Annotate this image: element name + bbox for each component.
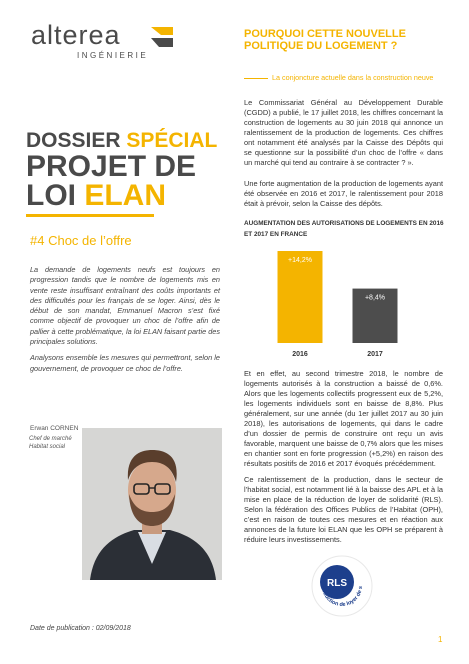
title-loi: LOI [26,179,85,212]
issue-subtitle: #4 Choc de l’offre [30,233,132,248]
paragraph-text: Ce ralentissement de la production, dans le secteur de l’habitat social, est notamment lié à la baisse des APL et à la mise en place de la réduction de loyer de solidarité (RLS). Selon la fédération des Offices Publics de l’Habitat (OPH), c’est en raison de toutes ces mesures et en réaction aux annonces de la future loi ELAN que les OPH se préparent à réduire leurs investissements. [244,475,443,544]
paragraph-trimestre [244,369,443,469]
subheading-rule [244,78,268,79]
paragraph-habitat-social [244,475,443,545]
paragraph-text: Et en effet, au second trimestre 2018, le nombre de logements autorisés à la construction a baissé de 0,6%. Alors que les logements collectifs progressent eux de 5,2%, les logements individuels sont en baisse de 8,8%. Plus généralement, sur une année (du 1er juillet 2017 au 30 juin 2018), les autorisations de logements, qui dans le cadre d’un dossier de permis de construire ont reçu un avis favorable, marquent une baisse de 0,7% alors que les mises en chantier sont en forte progression (+5,2%) en raison des résultats positifs de 2016 et 2017 évoqués précédemment. [244,369,443,468]
title-dossier: DOSSIER [26,129,127,152]
title-divider [26,214,154,217]
brand-wordmark: alterea [31,20,121,50]
brand-logo-icon [151,25,173,49]
section-subheading [244,73,444,83]
rls-badge-text: RLS [327,578,347,589]
bar-2016 [278,251,323,343]
x-tick-label: 2017 [367,351,383,358]
intro-paragraph: Analysons ensemble les mesures qui permettront, selon le gouvernement, de provoquer ce choc de l’offre. [30,353,220,373]
paragraph-cgdd [244,98,443,168]
subheading-text: La conjoncture actuelle dans la construction neuve [272,73,434,82]
chart-title: AUGMENTATION DES AUTORISATIONS DE LOGEMENTS EN 2016 ET 2017 EN FRANCE [244,220,444,238]
paragraph-text: Le Commissariat Général au Développement Durable (CGDD) a publié, le 17 juillet 2018, les chiffres concernant la construction de logements au 30 juin 2018 qui annonce un ralentissement de la production de logements. Ces chiffres ont notamment été analysés par la Caisse des Dépôts qui se questionne sur la possibilité d’un choc de l’offre « dans un marché qui tend au contraire à se contracter ? ». [244,98,443,167]
rls-arc-text: Réduction de loyer de s [319,585,365,609]
intro-paragraph: La demande de logements neufs est toujours en progression tandis que le nombre de logements mis en vente reste insuffisant entraînant des coûts importants et des difficultés pour les français de se loger. Ainsi, dès le début de son mandat, Emmanuel Macron s’est fixé comme objectif de provoquer un choc de l’offre afin de pallier à cette problématique, la loi ELAN faisant partie des principales solutions. [30,265,220,347]
bar-value-label: +8,4% [364,294,386,302]
page-number: 1 [438,635,443,644]
bar-chart [244,245,444,365]
brand-tagline: INGÉNIERIE [77,51,149,60]
x-tick-label: 2016 [292,351,308,358]
title-projet: PROJET DE [26,150,197,183]
bar-value-label: +14,2% [288,257,312,264]
title-elan: ELAN [84,179,167,212]
title-dossier-special [26,130,217,152]
rls-logo-icon [311,555,373,617]
author-photo [82,428,222,580]
intro-text [30,265,220,380]
paragraph-text: Une forte augmentation de la production de logements ayant été observée en 2016 et 2017, le ralentissement pour 2018 était à prévoir, selon la Caisse des dépôts. [244,179,443,208]
author-name: Erwan CORNEN [30,425,79,432]
section-heading: POURQUOI CETTE NOUVELLE POLITIQUE DU LOGEMENT ? [244,28,406,52]
publication-date: Date de publication : 02/09/2018 [30,625,131,632]
title-special: SPÉCIAL [126,129,218,152]
paragraph-caisse [244,179,443,209]
title-loi-elan [26,180,166,211]
author-role: Chef de marché Habitat social [29,436,72,450]
